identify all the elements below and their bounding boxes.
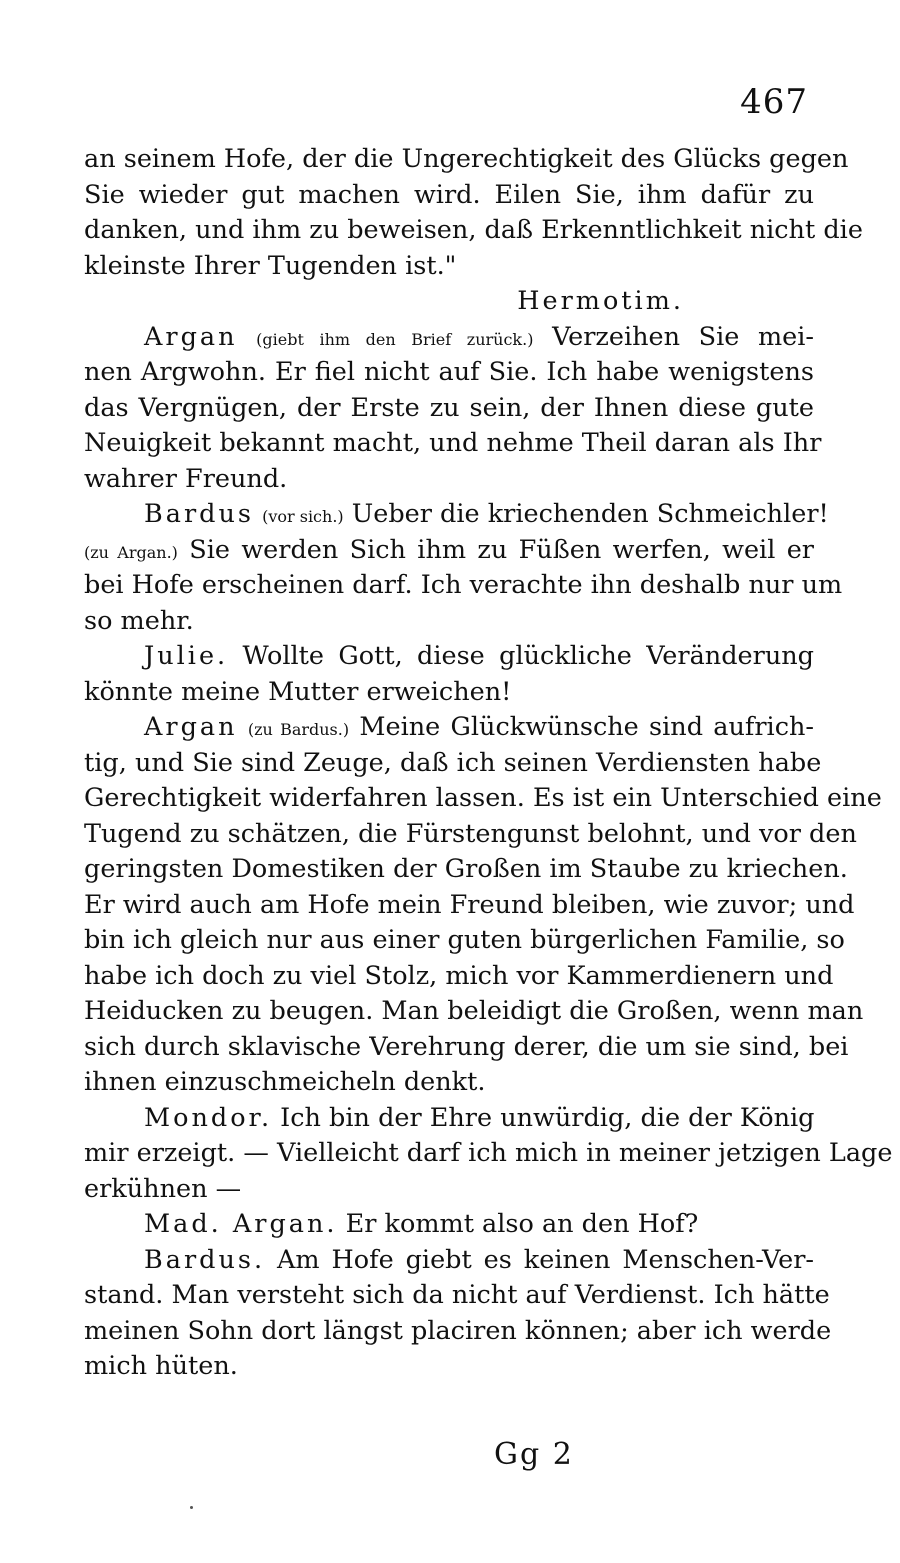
- line-text: meinen Sohn dort längst placiren können; aber ich werde: [84, 1315, 832, 1346]
- text-line: [84, 426, 822, 462]
- line-text: Er wird auch am Hofe mein Freund bleiben, wie zuvor; und: [84, 889, 855, 920]
- text-line: [84, 604, 814, 640]
- text-line: [84, 1207, 814, 1243]
- text-line: [84, 320, 814, 356]
- stage-direction: (giebt ihm den Brief zurück.): [256, 329, 534, 349]
- speaker-name: Bardus: [144, 499, 254, 529]
- text-line: [84, 923, 845, 959]
- line-text: mir erzeigt. — Vielleicht darf ich mich in meiner jetzigen Lage: [84, 1138, 893, 1168]
- printer-signature: Gg 2: [494, 1437, 574, 1472]
- line-text: so mehr.: [84, 605, 194, 636]
- line-text: bei Hofe erscheinen darf. Ich verachte ihn deshalb nur um: [84, 570, 843, 600]
- text-line: [84, 852, 848, 888]
- text-line: [84, 284, 814, 320]
- line-text: Er kommt also an den Hof?: [345, 1209, 699, 1239]
- speaker-name: Mondor.: [144, 1102, 273, 1133]
- speaker-name: Bardus.: [144, 1244, 266, 1275]
- line-text: Ueber die kriechenden Schmeichler!: [351, 499, 829, 529]
- speaker-name: Argan: [144, 712, 238, 742]
- line-text: Am Hofe giebt es keinen Menschen-Ver-: [277, 1244, 814, 1275]
- line-text: bin ich gleich nur aus einer guten bürgerlichen Familie, so: [84, 925, 845, 955]
- text-line: [84, 533, 814, 569]
- stage-direction: (zu Bardus.): [247, 720, 350, 739]
- text-line: [84, 1349, 814, 1385]
- line-text: kleinste Ihrer Tugenden ist.": [84, 250, 457, 281]
- speaker-name: Argan: [144, 321, 238, 352]
- line-text: das Vergnügen, der Erste zu sein, der Ihnen diese gute: [84, 392, 814, 423]
- line-text: danken, und ihm zu beweisen, daß Erkenntlichkeit nicht die: [84, 215, 863, 245]
- line-text: Sie wieder gut machen wird. Eilen Sie, ihm dafür zu: [84, 179, 814, 210]
- line-text: mich hüten.: [84, 1351, 238, 1381]
- line-text: Verzeihen Sie mei-: [552, 321, 815, 352]
- speaker-name: Julie.: [144, 641, 229, 671]
- text-line: [84, 1065, 814, 1101]
- line-text: tig, und Sie sind Zeuge, daß ich seinen Verdiensten habe: [84, 747, 822, 778]
- line-text: Ich bin der Ehre unwürdig, die der König: [280, 1102, 815, 1133]
- stage-direction: (vor sich.): [262, 507, 344, 526]
- text-line: [84, 497, 829, 533]
- text-line: [84, 178, 814, 214]
- text-line: [84, 675, 814, 711]
- line-text: Gerechtigkeit widerfahren lassen. Es ist ein Unterschied eine: [84, 783, 882, 813]
- text-line: [84, 639, 814, 675]
- line-text: Tugend zu schätzen, die Fürstengunst belohnt, und vor den: [84, 818, 857, 849]
- paper-speck: [190, 1506, 193, 1509]
- line-text: könnte meine Mutter erweichen!: [84, 676, 512, 707]
- text-line: [84, 213, 863, 249]
- stage-direction: (zu Argan.): [84, 542, 178, 562]
- text-line: [84, 1101, 814, 1137]
- text-line: [84, 568, 843, 604]
- text-line: [84, 462, 814, 498]
- speaker-name: Mad. Argan.: [144, 1209, 338, 1239]
- line-text: sich durch sklavische Verehrung derer, die um sie sind, bei: [84, 1031, 849, 1062]
- text-line: [84, 817, 857, 853]
- line-text: stand. Man versteht sich da nicht auf Verdienst. Ich hätte: [84, 1280, 830, 1310]
- line-text: Wollte Gott, diese glückliche Veränderung: [242, 641, 814, 671]
- line-text: Heiducken zu beugen. Man beleidigt die Großen, wenn man: [84, 996, 864, 1026]
- text-line: [84, 142, 849, 178]
- text-line: [84, 1278, 830, 1314]
- line-text: Hermotim.: [517, 286, 684, 316]
- line-text: geringsten Domestiken der Großen im Staube zu kriechen.: [84, 854, 848, 884]
- line-text: erkühnen —: [84, 1173, 242, 1204]
- line-text: an seinem Hofe, der die Ungerechtigkeit des Glücks gegen: [84, 144, 849, 174]
- line-text: habe ich doch zu viel Stolz, mich vor Kammerdienern und: [84, 960, 834, 991]
- line-text: Meine Glückwünsche sind aufrich-: [359, 712, 815, 742]
- text-line: [84, 1030, 849, 1066]
- text-line: [84, 355, 814, 391]
- line-text: Sie werden Sich ihm zu Füßen werfen, weil er: [189, 534, 814, 565]
- line-text: Neuigkeit bekannt macht, und nehme Theil daran als Ihr: [84, 428, 822, 458]
- text-line: [84, 781, 882, 817]
- page-number: 467: [740, 82, 808, 122]
- text-line: [84, 959, 834, 995]
- line-text: nen Argwohn. Er fiel nicht auf Sie. Ich habe wenigstens: [84, 357, 814, 387]
- text-line: [84, 1243, 814, 1279]
- text-line: [84, 1172, 814, 1208]
- text-line: [84, 746, 822, 782]
- text-line: [84, 391, 814, 427]
- text-line: [84, 249, 814, 285]
- text-line: [84, 1314, 832, 1350]
- line-text: ihnen einzuschmeicheln denkt.: [84, 1067, 486, 1097]
- text-line: [84, 994, 864, 1030]
- text-line: [84, 1136, 893, 1172]
- text-line: [84, 710, 814, 746]
- line-text: wahrer Freund.: [84, 463, 288, 494]
- body-text: [84, 142, 893, 1385]
- text-line: [84, 888, 855, 924]
